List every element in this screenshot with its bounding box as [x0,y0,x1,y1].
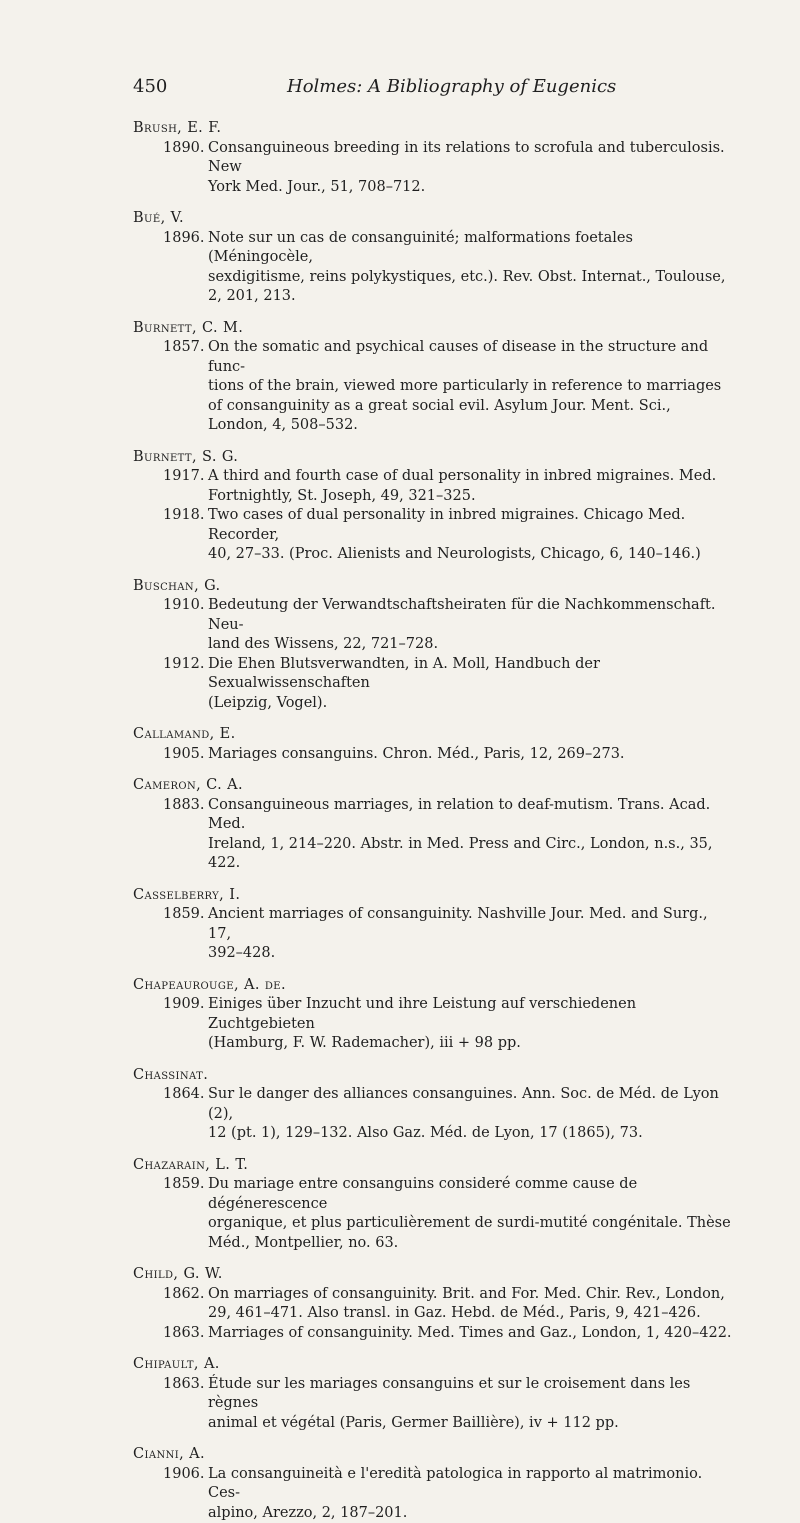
bibliography-entry [133,1465,733,1523]
entry-year: 1862. [163,1285,205,1305]
entry-text-line: (Leipzig, Vogel). [208,694,733,714]
author-heading: Chassinat. [133,1066,733,1086]
entry-year: 1859. [163,1175,205,1195]
bibliography-entry [133,338,733,436]
entry-year: 1909. [163,995,205,1015]
author-heading: Bué, V. [133,209,733,229]
entry-text-line: 29, 461–471. Also transl. in Gaz. Hebd. de Méd., Paris, 9, 421–426. [208,1304,733,1324]
bibliography-entry [133,596,733,655]
entry-year: 1883. [163,796,205,816]
author-heading: Brush, E. F. [133,119,733,139]
author-heading: Burnett, S. G. [133,448,733,468]
entry-text-line: Étude sur les mariages consanguins et sur le croisement dans les règnes [208,1375,733,1414]
entry-text-line: Marriages of consanguinity. Med. Times and Gaz., London, 1, 420–422. [208,1324,733,1344]
entry-text-line: Die Ehen Blutsverwandten, in A. Moll, Handbuch der Sexualwissenschaften [208,655,733,694]
entry-text-line: 2, 201, 213. [208,287,733,307]
author-heading: Chipault, A. [133,1355,733,1375]
entry-text-line: 12 (pt. 1), 129–132. Also Gaz. Méd. de Lyon, 17 (1865), 73. [208,1124,733,1144]
entry-text-line: Consanguineous marriages, in relation to deaf-mutism. Trans. Acad. Med. [208,796,733,835]
author-heading: Chazarain, L. T. [133,1156,733,1176]
bibliography-entry [133,1324,733,1344]
entry-text-line: Bedeutung der Verwandtschaftsheiraten für die Nachkommenschaft. Neu- [208,596,733,635]
entry-text-line: York Med. Jour., 51, 708–712. [208,178,733,198]
bibliography-entry [133,229,733,307]
entry-text-line: of consanguinity as a great social evil. Asylum Jour. Ment. Sci., [208,397,733,417]
entry-year: 1912. [163,655,205,675]
bibliography-entry [133,905,733,964]
bibliography-entry [133,1375,733,1434]
bibliography-entry [133,796,733,874]
bibliography-entry [133,139,733,198]
entry-text-line: Du mariage entre consanguins consideré comme cause de dégénerescence [208,1175,733,1214]
entry-text-line: (Hamburg, F. W. Rademacher), iii + 98 pp. [208,1034,733,1054]
bibliography-list [133,119,733,1523]
author-heading: Buschan, G. [133,577,733,597]
author-heading: Casselberry, I. [133,886,733,906]
entry-year: 1864. [163,1085,205,1105]
bibliography-entry [133,655,733,714]
author-heading: Chapeaurouge, A. de. [133,976,733,996]
author-heading: Cianni, A. [133,1445,733,1465]
entry-text-line: alpino, Arezzo, 2, 187–201. [208,1504,733,1523]
bibliography-entry [133,1175,733,1253]
entry-year: 1910. [163,596,205,616]
entry-text-line: Einiges über Inzucht und ihre Leistung auf verschiedenen Zuchtgebieten [208,995,733,1034]
entry-text-line: tions of the brain, viewed more particularly in reference to marriages [208,377,733,397]
entry-text-line: Fortnightly, St. Joseph, 49, 321–325. [208,487,733,507]
entry-year: 1896. [163,229,205,249]
entry-text-line: animal et végétal (Paris, Germer Baillière), iv + 112 pp. [208,1414,733,1434]
running-header [133,76,633,100]
entry-year: 1905. [163,745,205,765]
entry-text-line: La consanguineità e l'eredità patologica in rapporto al matrimonio. Ces- [208,1465,733,1504]
author-heading: Burnett, C. M. [133,319,733,339]
author-heading: Callamand, E. [133,725,733,745]
entry-text-line: organique, et plus particulièrement de surdi-mutité congénitale. Thèse [208,1214,733,1234]
entry-text-line: Méd., Montpellier, no. 63. [208,1234,733,1254]
entry-text-line: sexdigitisme, reins polykystiques, etc.). Rev. Obst. Internat., Toulouse, [208,268,733,288]
entry-text-line: London, 4, 508–532. [208,416,733,436]
author-heading: Cameron, C. A. [133,776,733,796]
entry-text-line: Consanguineous breeding in its relations to scrofula and tuberculosis. New [208,139,733,178]
entry-text-line: Sur le danger des alliances consanguines. Ann. Soc. de Méd. de Lyon (2), [208,1085,733,1124]
entry-year: 1890. [163,139,205,159]
entry-text-line: Two cases of dual personality in inbred migraines. Chicago Med. Recorder, [208,506,733,545]
author-heading: Child, G. W. [133,1265,733,1285]
bibliography-entry [133,467,733,506]
entry-year: 1917. [163,467,205,487]
entry-year: 1863. [163,1324,205,1344]
entry-text-line: Note sur un cas de consanguinité; malformations foetales (Méningocèle, [208,229,733,268]
entry-text-line: Mariages consanguins. Chron. Méd., Paris, 12, 269–273. [208,745,733,765]
page-number: 450 [133,76,167,97]
entry-year: 1863. [163,1375,205,1395]
running-title: Holmes: A Bibliography of Eugenics [287,76,616,97]
entry-text-line: land des Wissens, 22, 721–728. [208,635,733,655]
entry-text-line: Ancient marriages of consanguinity. Nashville Jour. Med. and Surg., 17, [208,905,733,944]
entry-text-line: 40, 27–33. (Proc. Alienists and Neurologists, Chicago, 6, 140–146.) [208,545,733,565]
entry-text-line: Ireland, 1, 214–220. Abstr. in Med. Press and Circ., London, n.s., 35, 422. [208,835,733,874]
entry-text-line: 392–428. [208,944,733,964]
entry-year: 1857. [163,338,205,358]
entry-text-line: A third and fourth case of dual personality in inbred migraines. Med. [208,467,733,487]
bibliography-entry [133,1285,733,1324]
entry-year: 1859. [163,905,205,925]
bibliography-entry [133,995,733,1054]
bibliography-entry [133,1085,733,1144]
entry-text-line: On marriages of consanguinity. Brit. and For. Med. Chir. Rev., London, [208,1285,733,1305]
entry-year: 1906. [163,1465,205,1485]
entry-year: 1918. [163,506,205,526]
bibliography-entry [133,506,733,565]
entry-text-line: On the somatic and psychical causes of disease in the structure and func- [208,338,733,377]
bibliography-entry [133,745,733,765]
